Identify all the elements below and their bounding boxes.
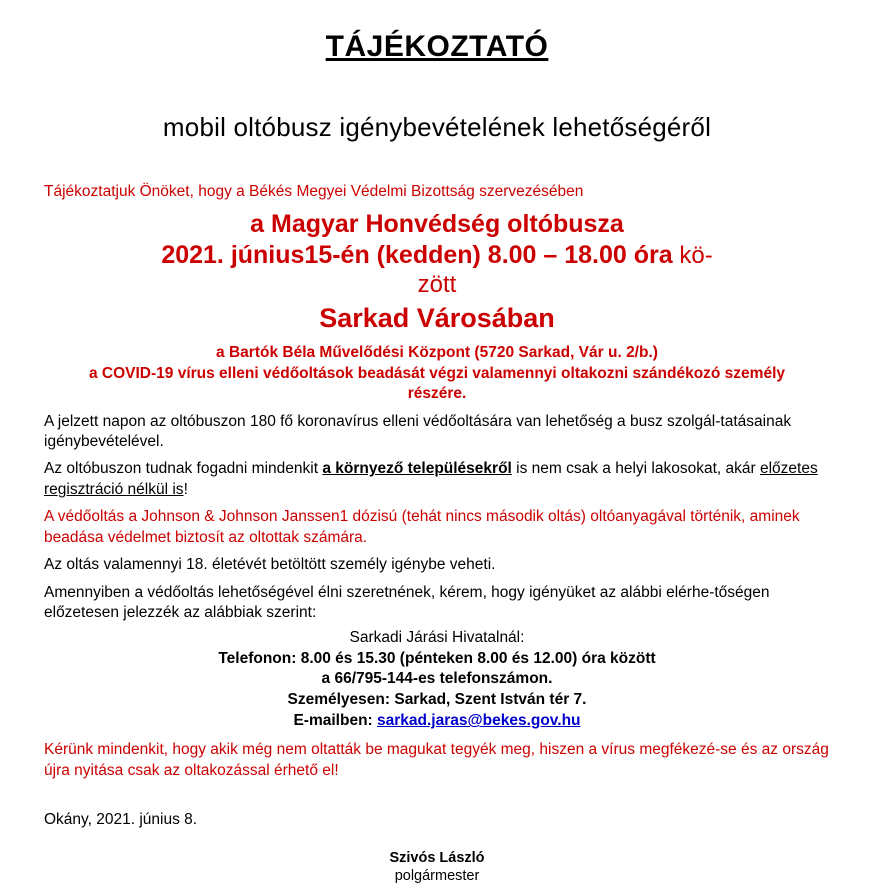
signature-block — [44, 849, 830, 885]
paragraph-registration-emphasis-2: előzetes regisztráció nélkül is — [44, 460, 818, 498]
contact-in-person: Személyesen: Sarkad, Szent István tér 7. — [287, 691, 587, 709]
signer-name: Szivós László — [389, 850, 485, 867]
page-subtitle: mobil oltóbusz igénybevételének lehetőségéről — [162, 112, 712, 142]
city-line: Sarkad Városában — [319, 303, 555, 334]
headline-block — [44, 209, 830, 299]
signer-role: polgármester — [394, 868, 480, 885]
contact-email-link[interactable]: sarkad.jaras@bekes.gov.hu — [377, 712, 581, 730]
contact-office: Sarkadi Járási Hivatalnál: — [349, 628, 525, 646]
contact-phone-hours: Telefonon: 8.00 és 15.30 (pénteken 8.00 és 12.00) óra között — [218, 649, 656, 667]
contact-email-line — [44, 711, 830, 732]
contact-email-label: E-mailben: — [293, 712, 378, 730]
lead-paragraph: Tájékoztatjuk Önöket, hogy a Békés Megyei Védelmi Bizottság szervezésében — [44, 183, 584, 200]
paragraph-registration-pre: Az oltóbuszon tudnak fogadni mindenkit — [44, 460, 323, 478]
paragraph-registration-post: ! — [183, 480, 188, 498]
paragraph-vaccine-type: A védőoltás a Johnson & Johnson Janssen1 dózisú (tehát nincs második oltás) oltóanyagával történik, aminek beadása védelmet biztosít az oltottak számára. — [44, 508, 800, 546]
place-and-date: Okány, 2021. június 8. — [44, 811, 198, 829]
paragraph-how-to-apply: Amennyiben a védőoltás lehetőségével élni szeretnének, kérem, hogy igényüket az alábbi elérhe-tőségen előzetesen jelezzék az alábbiak szerint: — [44, 583, 770, 622]
headline-line-3: zött — [417, 271, 457, 298]
contact-block — [44, 628, 830, 733]
headline-date-time: 2021. június15-én (kedden) 8.00 – 18.00 óra — [161, 240, 673, 269]
paragraph-registration-emphasis-1: a környező településekről — [322, 460, 512, 478]
purpose-line-1: a COVID-19 vírus elleni védőoltások beadását végzi valamennyi oltakozni szándékozó személy — [88, 365, 786, 383]
headline-line-1: a Magyar Honvédség oltóbusza — [250, 210, 624, 238]
closing-appeal: Kérünk mindenkit, hogy akik még nem oltatták be magukat tegyék meg, hiszen a vírus megfékezé-se és az ország újra nyitása csak az oltakozással érhető el! — [44, 741, 829, 779]
page-title: TÁJÉKOZTATÓ — [325, 30, 549, 63]
contact-phone-number: a 66/795-144-es telefonszámon. — [321, 670, 553, 688]
purpose-block — [44, 364, 830, 404]
paragraph-registration-mid: is nem csak a helyi lakosokat, akár — [511, 460, 760, 478]
headline-line-2-tail: kö- — [672, 241, 713, 269]
paragraph-age-limit: Az oltás valamennyi 18. életévét betöltött személy igénybe veheti. — [44, 556, 496, 574]
purpose-line-2: részére. — [407, 385, 467, 403]
venue-line: a Bartók Béla Művelődési Központ (5720 Sarkad, Vár u. 2/b.) — [216, 344, 658, 362]
paragraph-registration — [44, 459, 830, 500]
headline-line-2 — [44, 240, 830, 271]
paragraph-capacity: A jelzett napon az oltóbuszon 180 fő koronavírus elleni védőoltására van lehetőség a busz szolgál-tatásainak igénybevételével. — [44, 412, 792, 450]
